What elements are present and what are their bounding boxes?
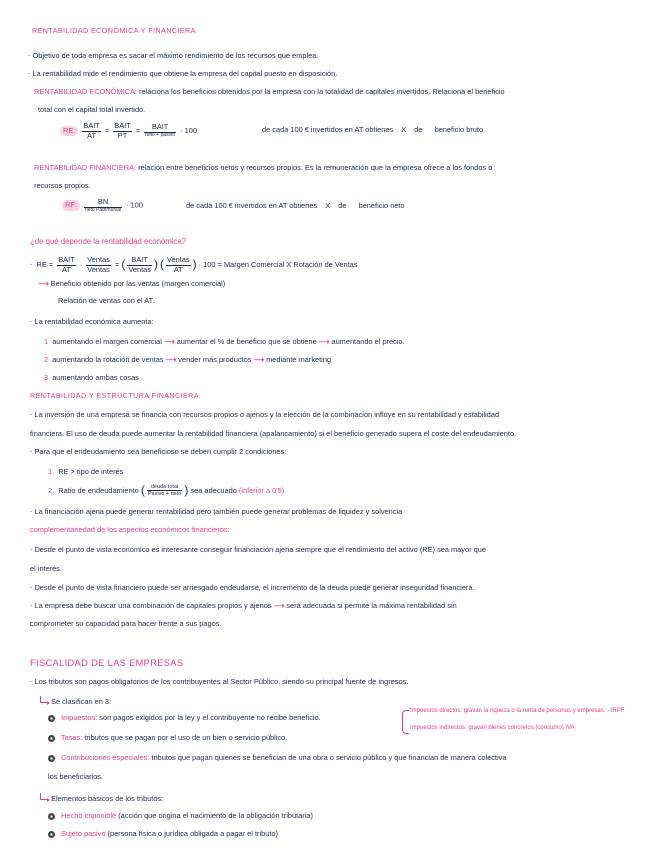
question-heading: ¿de qué depende la rentabilidad económica?	[30, 237, 187, 246]
p6-line-2: comprometer su capacidad para hacer frente a sus pagos.	[30, 619, 222, 628]
elementos-line	[40, 793, 163, 804]
condition-text: RE > tipo de interés	[58, 467, 124, 476]
condition-note: (inferior a 0'5)	[238, 485, 285, 495]
objective-text: Objetivo de toda empresa es sacar el máximo rendimiento de los recursos que emplea.	[32, 51, 319, 60]
re-formula	[60, 122, 197, 140]
paren-close: )	[153, 257, 158, 272]
fraction-denominator: AT	[62, 264, 71, 274]
item-text: aumentando el margen comercial	[52, 337, 162, 346]
contribuciones-label: Contribuciones especiales:	[61, 753, 150, 762]
fraction-denominator: neto + pasivo	[145, 131, 176, 138]
p6-text-1: La empresa debe buscar una combinación de capitales propios y ajenos	[34, 601, 272, 610]
fraction-denominator: neto Patrimonial	[84, 206, 122, 213]
condition-number: 2.	[48, 485, 55, 495]
clasifican-text: Se clasifican en 3:	[51, 697, 112, 706]
arrow-right-icon: ⟶	[273, 601, 285, 610]
rf-x-placeholder: X	[325, 201, 331, 210]
tasas-label: Tasas:	[60, 733, 83, 742]
fraction-numerator: BAIT	[114, 121, 131, 130]
hecho-imponible-line	[48, 812, 313, 821]
p6-text-2: será adecuada si permite la máxima rentabilidad sin	[286, 601, 457, 610]
bullet-icon: ·	[28, 51, 31, 60]
p2-line	[30, 448, 286, 457]
hecho-imponible-label: Hecho imponible	[61, 811, 117, 820]
fraction-numerator: Ventas	[167, 255, 190, 264]
equals-sign: =	[135, 125, 141, 135]
fraction-bait-neto-pasivo	[144, 123, 176, 138]
fraction-ventas-at	[166, 256, 191, 274]
item-text: aumentando ambas cosas	[52, 373, 139, 382]
item-text: aumentando el precio.	[331, 337, 405, 346]
item-text: aumentando la rotación de ventas	[52, 355, 164, 364]
tributos-intro	[30, 678, 408, 687]
rf-definition-line-1	[34, 164, 492, 173]
paren-open: (	[160, 257, 164, 272]
fraction-denominator: AT	[87, 130, 97, 140]
rf-definition-text-1: relación entre beneficios netos y recursos propios. Es la remuneración que la empresa ofrece a los fondos o	[138, 163, 493, 172]
re-interpretation-text: de cada 100 € invertidos en AT obtienes	[262, 125, 394, 134]
item-text: vender más productos	[178, 355, 252, 364]
contribuciones-line-2: los beneficiarios.	[48, 772, 104, 781]
paren-close: )	[192, 257, 197, 272]
item-text: mediante marketing	[266, 355, 332, 364]
condition-text: Ratio de endeudamiento	[58, 485, 139, 495]
p1-line-1	[30, 411, 499, 420]
fraction-deuda-pasivo	[147, 484, 182, 498]
hook-arrow-icon	[40, 793, 47, 800]
objective-line	[28, 52, 318, 61]
paren-close: )	[184, 483, 189, 497]
rf-formula-label: RF:	[62, 200, 80, 211]
fraction-numerator: BAIT	[144, 123, 176, 133]
bullet-icon: ·	[30, 447, 33, 456]
fraction-bait-pt	[113, 122, 131, 140]
aumenta-item-1	[44, 338, 405, 347]
re-definition-text-1: relaciona los beneficios obtenidos por la empresa con la totalidad de capitales invertidos. Relaciona el beneficio	[139, 87, 505, 96]
fraction-ventas-ventas	[86, 256, 111, 274]
fraction-denominator: Pasivo + neto	[147, 491, 182, 498]
rf-de: de	[338, 201, 347, 210]
re-interpretation	[262, 126, 483, 135]
bullet-icon: ·	[30, 507, 33, 516]
p3-text-1: La financiación ajena puede generar rentabilidad pero también puede generar problemas de liquidez y solvencia	[34, 507, 403, 516]
elementos-text: Elementos básicos de los tributos:	[51, 794, 164, 803]
times-100: · 100	[126, 200, 144, 210]
arrow-right-icon: ⟶	[253, 355, 265, 364]
p3-line-1	[30, 508, 402, 517]
p1-line-2: financiera. El uso de deuda puede aumentar la rentabilidad financiera (apalancamiento) si el beneficio generado supera el coste del endeudamiento.	[30, 429, 517, 438]
re-decomposition-tail: · 100 = Margen Comercial X Rotación de Ventas	[198, 259, 358, 269]
flower-bullet-icon	[48, 813, 55, 820]
fraction-bait-ventas	[127, 256, 152, 274]
rf-formula	[62, 198, 143, 213]
re-formula-label: RE:	[60, 126, 78, 137]
item-number: 3	[44, 373, 49, 382]
re-beneficio-bruto: beneficio bruto	[434, 125, 484, 134]
p1-text-1: La inversión de una empresa se financia con recursos propios o ajenos y la elección de la combinación influye en su rentabilidad y estabilidad	[34, 410, 500, 419]
fraction-numerator: BAIT	[127, 256, 152, 266]
p2-text: Para que el endeudamiento sea beneficioso se deben cumplir 2 condiciones:	[34, 447, 287, 456]
aumenta-item-2	[44, 356, 331, 365]
re-decomposition	[30, 256, 357, 274]
fraction-bn-neto	[84, 198, 122, 213]
hecho-imponible-text: (acción que origina el nacimiento de la obligación tributaria)	[118, 811, 313, 820]
fraction-denominator: Ventas	[87, 264, 110, 274]
impuestos-text: son pagos exigidos por la ley y el contribuyente no recibe beneficio.	[99, 713, 321, 722]
contribuciones-line-1	[48, 754, 506, 763]
impuestos-label: Impuestos:	[61, 713, 98, 722]
fraction-numerator: BAIT	[58, 255, 75, 264]
contribuciones-text-1: tributos que pagan quienes se benefician de una obra o servicio público y que financian de manera colectiva	[151, 753, 507, 762]
fraction-denominator: Ventas	[128, 264, 151, 274]
re-lhs: RE =	[36, 259, 54, 269]
item-text: aumentar el % de beneficio que se obtiene	[176, 337, 317, 346]
arrow-right-icon: ⟶	[163, 337, 175, 346]
rf-interpretation	[186, 202, 405, 211]
rf-label: RENTABILIDAD FINANCIERA:	[34, 163, 137, 172]
bullet-icon: ·	[30, 545, 33, 554]
fraction-bait-at	[57, 256, 75, 274]
condition-1	[48, 468, 123, 477]
fraction-bait-at	[82, 122, 100, 140]
re-x-placeholder: X	[401, 125, 407, 134]
rf-interpretation-text: de cada 100 € invertidos en AT obtienes	[186, 201, 318, 210]
condition-number: 1.	[48, 467, 55, 476]
margen-text: Beneficio obtenido por las ventas (margen comercial)	[50, 279, 226, 288]
clasifican-line	[40, 696, 111, 707]
bullet-icon: ·	[30, 410, 33, 419]
arrow-right-icon: ⟶	[165, 355, 177, 364]
relacion-ventas: Relación de ventas con el AT.	[58, 296, 155, 305]
fraction-denominator: PT	[117, 130, 128, 140]
mide-line	[28, 70, 337, 79]
fraction-numerator: BN	[84, 198, 122, 208]
mide-text: La rentabilidad mide el rendimiento que obtiene la empresa del capital puesto en disposición.	[32, 69, 338, 78]
paren-open: (	[140, 483, 145, 497]
times-100: · 100	[180, 125, 197, 135]
impuestos-directos: Impuestos directos: gravan la riqueza o la renta de personas y empresas. - IRPF	[410, 708, 625, 714]
bullet-icon: ·	[30, 677, 33, 686]
sujeto-pasivo-label: Sujeto pasivo	[61, 829, 106, 838]
paren-open: (	[121, 257, 126, 272]
flower-bullet-icon	[48, 715, 55, 722]
equals-sign: =	[104, 125, 110, 135]
p3-line-2: complementariedad de los aspectos económicos financieros:	[30, 525, 230, 534]
p5-text: Desde el punto de vista financiero puede ser arriesgado endeudarse, el incremento de la deuda puede generar inseguridad financiera.	[34, 583, 475, 592]
re-definition-line-1	[34, 88, 505, 97]
sujeto-pasivo-line	[48, 830, 278, 839]
aumenta-text: La rentabilidad económica aumenta:	[34, 317, 154, 326]
section-title-fiscalidad: FISCALIDAD DE LAS EMPRESAS	[30, 658, 184, 668]
fraction-numerator: Ventas	[87, 255, 110, 264]
fraction-numerator: BAIT	[83, 121, 100, 130]
flower-bullet-icon	[48, 735, 55, 742]
rf-definition-line-2: recursos propios.	[34, 181, 91, 190]
p4-line-1	[30, 546, 486, 555]
fraction-numerator: deuda total	[147, 484, 182, 491]
bracket-icon	[402, 710, 409, 734]
condition-text: sea adecuado	[190, 485, 237, 495]
fraction-denominator: AT	[173, 264, 183, 274]
section-title-estructura: RENTABILIDAD Y ESTRUCTURA FINANCIERA	[30, 391, 199, 400]
impuestos-indirectos: Impuestos indirectos: gravan bienes concretos (consumo) IVA	[410, 725, 575, 731]
bullet-icon: ·	[30, 317, 33, 326]
rf-beneficio-neto: beneficio neto	[358, 201, 405, 210]
equals-sign: =	[114, 259, 120, 269]
section-title-rentabilidad: RENTABILIDAD ECONÓMICA Y FINANCIERA	[32, 26, 196, 35]
item-number: 2	[44, 355, 49, 364]
p5-line	[30, 584, 475, 593]
sujeto-pasivo-text: (persona física o jurídica obligada a pagar el tributo)	[107, 829, 278, 838]
arrow-right-icon: ⟶	[318, 337, 330, 346]
flower-bullet-icon	[48, 831, 55, 838]
hook-arrow-icon	[40, 696, 47, 703]
bullet-icon: ·	[30, 583, 33, 592]
p6-line-1	[30, 602, 457, 611]
re-de: de	[414, 125, 423, 134]
item-number: 1	[44, 337, 49, 346]
re-label: RENTABILIDAD ECONÓMICA:	[34, 87, 137, 96]
impuestos-line	[48, 714, 321, 723]
bullet-icon: ·	[28, 69, 31, 78]
dot-operator: ·	[79, 259, 83, 269]
p4-line-2: el interés.	[30, 564, 63, 573]
p4-text-1: Desde el punto de vista económico es interesante conseguir financiación ajena siempre que el rendimiento del activo (RE) sea mayor que	[34, 545, 486, 554]
aumenta-item-3	[44, 374, 139, 383]
aumenta-line	[30, 318, 154, 327]
tasas-line	[48, 734, 287, 743]
tasas-text: tributos que se pagan por el uso de un bien o servicio público.	[84, 733, 288, 742]
arrow-line-margen	[38, 280, 225, 289]
re-definition-line-2: total con el capital total invertido.	[38, 105, 146, 114]
arrow-right-icon: ⟶	[38, 279, 49, 288]
condition-2	[48, 484, 284, 498]
bullet-icon: ·	[30, 259, 33, 269]
tributos-intro-text: Los tributos son pagos obligatorios de los contribuyentes al Sector Público, siendo su principal fuente de ingresos.	[34, 677, 409, 686]
bullet-icon: ·	[30, 601, 33, 610]
flower-bullet-icon	[48, 755, 55, 762]
